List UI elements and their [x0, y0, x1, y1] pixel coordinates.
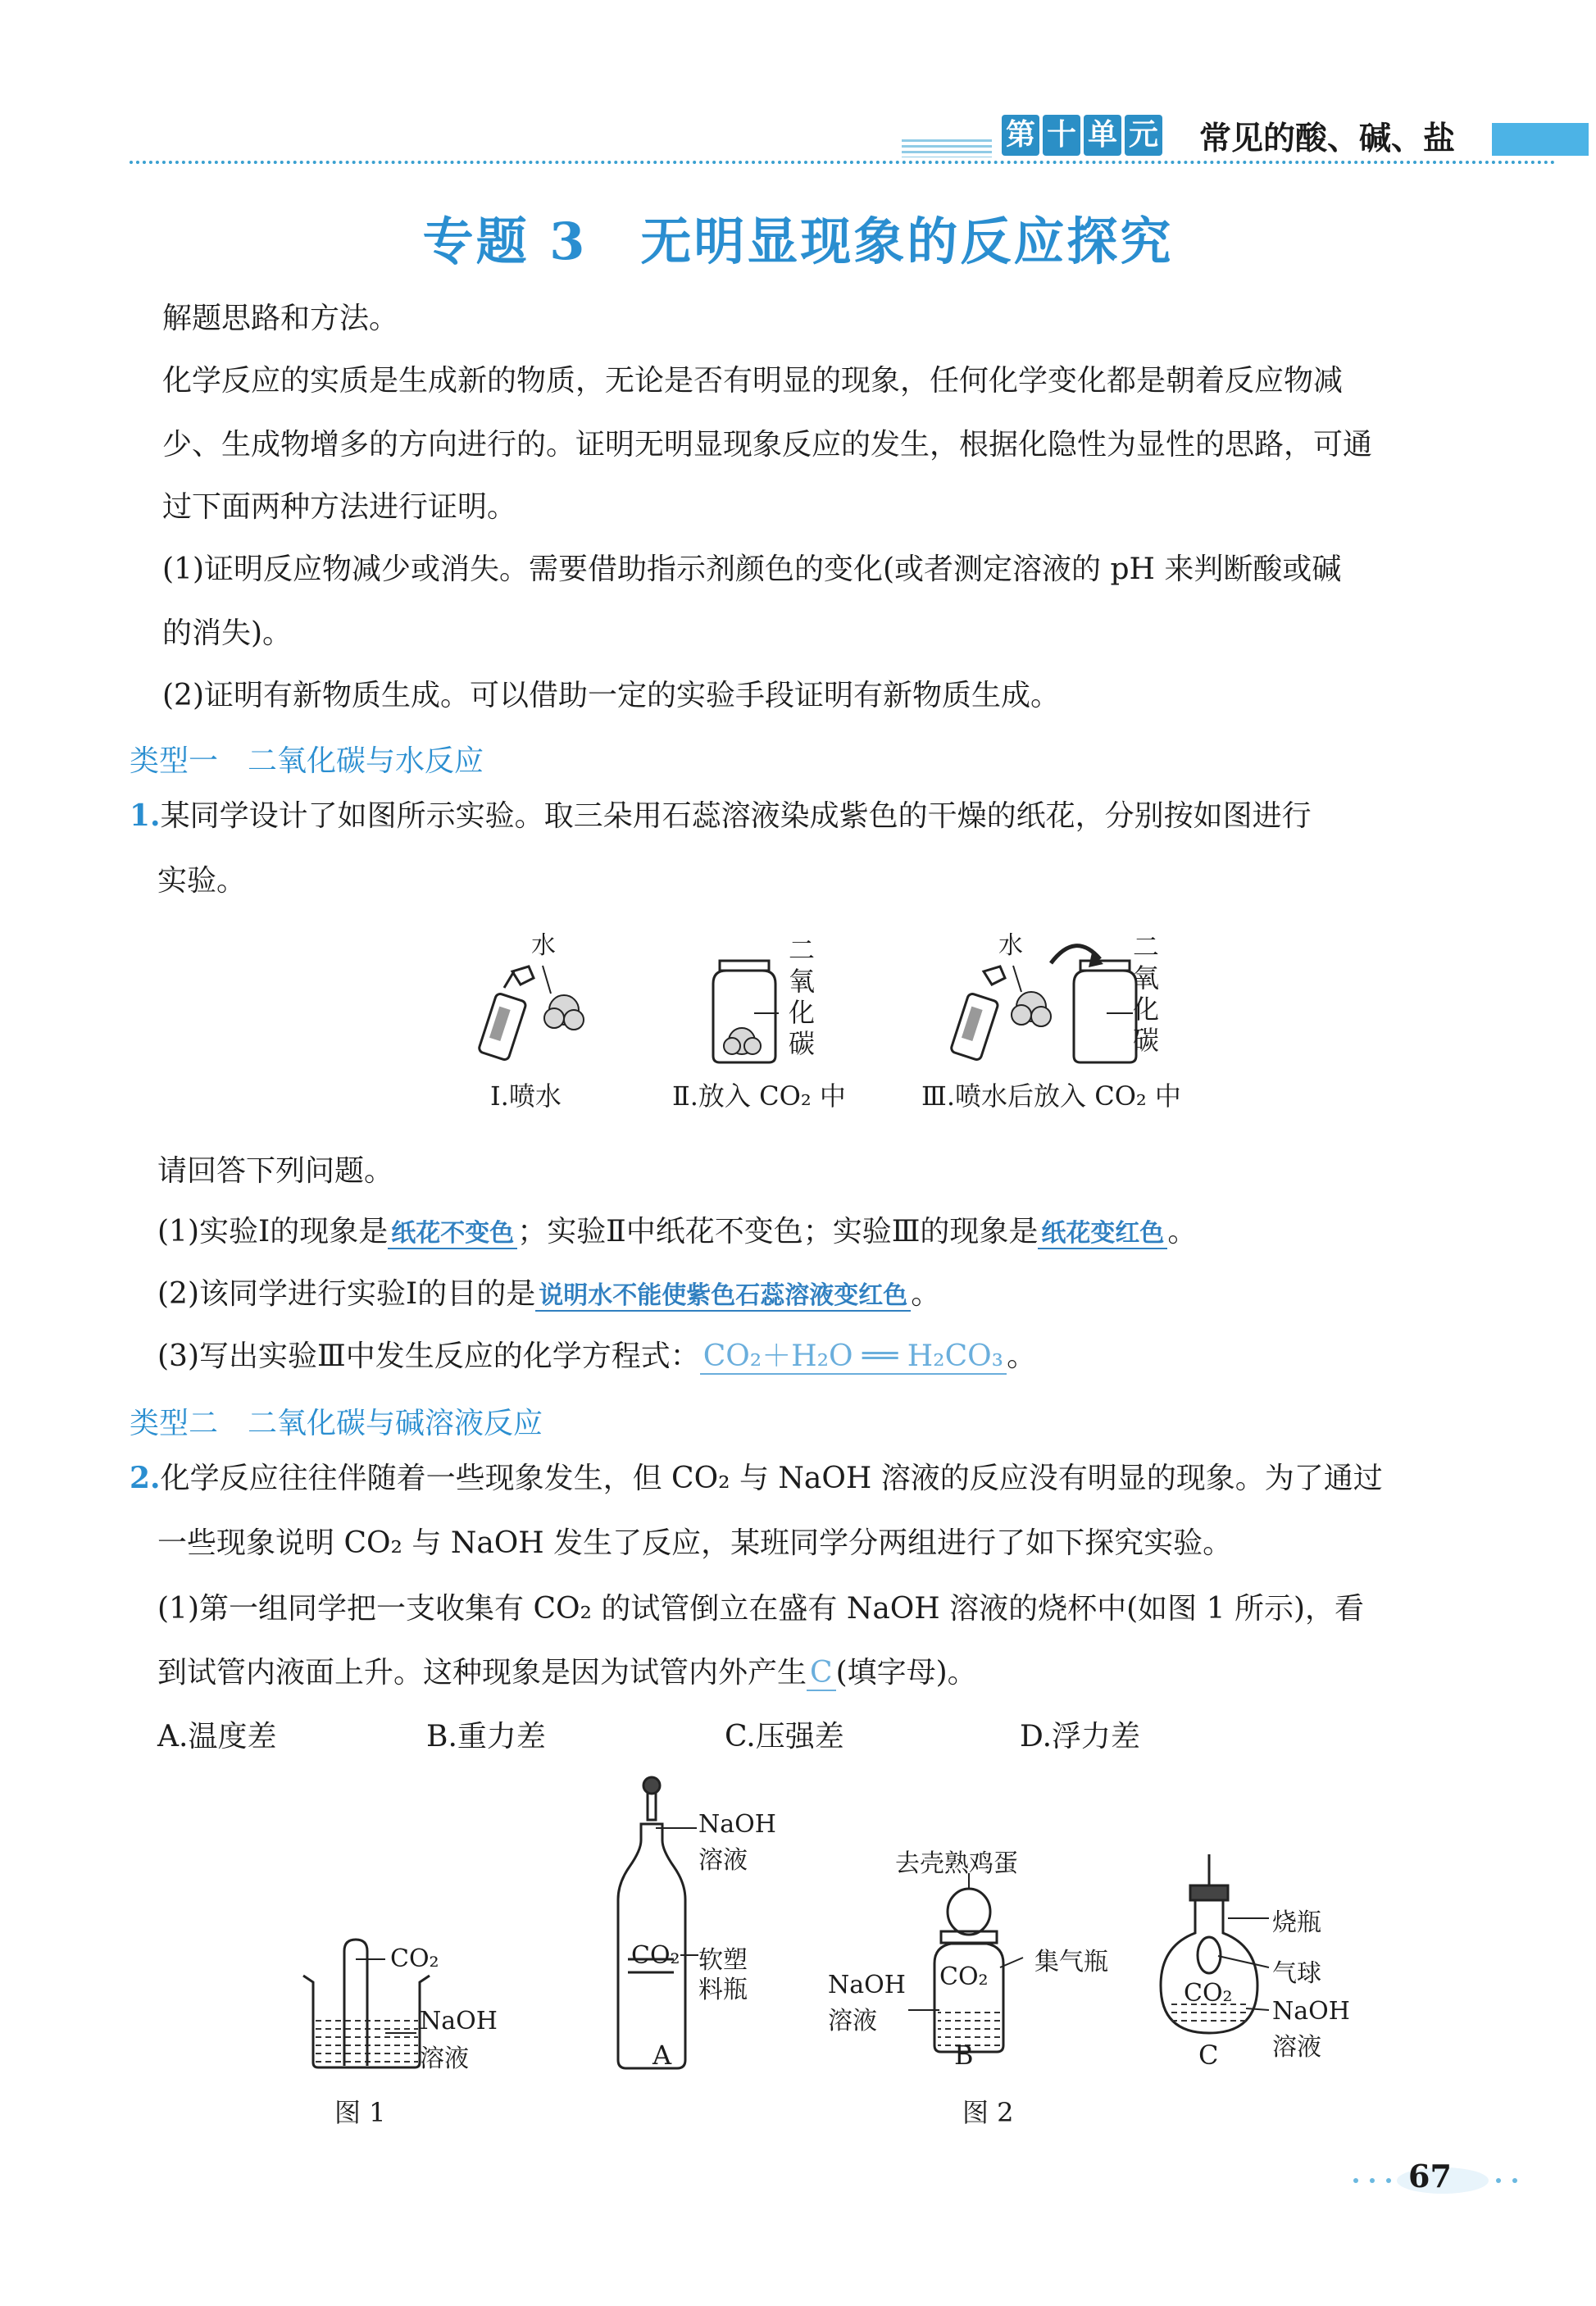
sub-question-text: (填字母)。 [835, 1656, 977, 1690]
sub-question-text: (2)该同学进行实验Ⅰ的目的是 [157, 1277, 536, 1311]
method-1-line: (1)证明反应物减少或消失。需要借助指示剂颜色的变化(或者测定溶液的 pH 来判断酸或碱 [162, 553, 1342, 586]
caption-experiment-1: Ⅰ.喷水 [490, 1080, 562, 1112]
option-d: D.浮力差 [1020, 1720, 1141, 1753]
co2-label: 二氧化碳 [788, 935, 815, 1059]
c-balloon-label: 气球 [1272, 1959, 1321, 1988]
sub-question-text: ；实验Ⅱ中纸花不变色；实验Ⅲ的现象是 [517, 1215, 1039, 1249]
water-label: 水 [998, 931, 1023, 960]
plastic-bottle [618, 1777, 685, 2068]
figure-2-caption: 图 2 [962, 2097, 1014, 2128]
answer-blank: 纸花变红色 [1038, 1219, 1167, 1249]
question-number: 1. [130, 798, 161, 833]
fig1-naoh-label: NaOH [420, 2007, 498, 2035]
question-2-line: 一些现象说明 CO₂ 与 NaOH 发生了反应，某班同学分两组进行了如下探究实验。 [157, 1526, 1233, 1560]
caption-experiment-3: Ⅲ.喷水后放入 CO₂ 中 [921, 1080, 1181, 1112]
unit-badge-char: 第 [1002, 115, 1039, 156]
a-solution-label: 溶液 [698, 1846, 748, 1875]
caption-experiment-2: Ⅱ.放入 CO₂ 中 [672, 1080, 846, 1112]
page-number: 67 [1408, 2158, 1452, 2195]
c-naoh-label: NaOH [1272, 1997, 1350, 2026]
co2-label: 二氧化碳 [1132, 931, 1159, 1056]
option-b: B.重力差 [426, 1720, 546, 1753]
answer-blank: CO₂＋H₂O ══ H₂CO₃ [700, 1339, 1007, 1375]
c-co2-label: CO₂ [1184, 1979, 1233, 2008]
type2-label: 类型二 二氧化碳与碱溶液反应 [130, 1407, 543, 1440]
sub-question-text: (3)写出实验Ⅲ中发生反应的化学方程式： [157, 1339, 700, 1373]
sub-question-text: (1)实验Ⅰ的现象是 [157, 1215, 389, 1249]
answer-blank: 说明水不能使紫色石蕊溶液变红色 [535, 1281, 911, 1312]
unit-title: 常见的酸、碱、盐 [1199, 121, 1456, 157]
apparatus-b-letter: B [954, 2040, 974, 2071]
a-bottle-label: 软塑 [698, 1946, 748, 1975]
fig1-solution-label: 溶液 [420, 2044, 469, 2073]
b-solution-label: 溶液 [828, 2007, 877, 2035]
question-text: 化学反应往往伴随着一些现象发生，但 CO₂ 与 NaOH 溶液的反应没有明显的现象。为了通过 [160, 1462, 1383, 1495]
apparatus-c-letter: C [1198, 2040, 1219, 2071]
question-text: 某同学设计了如图所示实验。取三朵用石蕊溶液染成紫色的干燥的纸花，分别按如图进行 [160, 799, 1312, 833]
sub-question-text: 到试管内液面上升。这种现象是因为试管内外产生 [157, 1656, 807, 1690]
c-solution-label: 溶液 [1272, 2033, 1321, 2062]
option-a: A.温度差 [157, 1720, 277, 1753]
fig1-co2-label: CO₂ [390, 1944, 439, 1973]
sub-question-text: 。 [1007, 1339, 1037, 1373]
question-number: 2. [130, 1461, 161, 1495]
answer-blank: C [807, 1656, 836, 1691]
a-naoh-label: NaOH [698, 1810, 776, 1839]
unit-badge-char: 单 [1084, 115, 1121, 156]
c-flask-label: 烧瓶 [1272, 1908, 1321, 1937]
intro-heading: 解题思路和方法。 [162, 302, 399, 335]
unit-badge-char: 元 [1125, 115, 1162, 156]
intro-para-line: 化学反应的实质是生成新的物质，无论是否有明显的现象，任何化学变化都是朝着反应物减 [162, 364, 1344, 398]
intro-para-line: 过下面两种方法进行证明。 [162, 490, 517, 524]
figure-1-caption: 图 1 [334, 2097, 386, 2128]
a-co2-label: CO₂ [631, 1941, 680, 1970]
question-1-line: 实验。 [157, 864, 247, 898]
sub-question-text: 。 [1167, 1215, 1198, 1249]
sub-question-line: (1)第一组同学把一支收集有 CO₂ 的试管倒立在盛有 NaOH 溶液的烧杯中(如图 1 所示)，看 [157, 1592, 1365, 1626]
option-c: C.压强差 [725, 1720, 844, 1753]
intro-para-line: 少、生成物增多的方向进行的。证明无明显现象反应的发生，根据化隐性为显性的思路，可通 [162, 428, 1373, 462]
type1-label: 类型一 二氧化碳与水反应 [130, 744, 484, 778]
unit-badge-char: 十 [1043, 115, 1080, 156]
method-1-line: 的消失)。 [162, 616, 293, 650]
b-co2-label: CO₂ [939, 1963, 989, 1991]
apparatus-a-letter: A [652, 2040, 672, 2071]
answer-blank: 纸花不变色 [388, 1219, 517, 1249]
question-prompt: 请回答下列问题。 [157, 1154, 394, 1188]
b-naoh-label: NaOH [828, 1971, 906, 1999]
method-2-line: (2)证明有新物质生成。可以借助一定的实验手段证明有新物质生成。 [162, 679, 1060, 712]
b-jar-label: 集气瓶 [1034, 1948, 1108, 1976]
a-bottle-label: 料瓶 [698, 1976, 748, 2004]
water-label: 水 [531, 931, 556, 960]
b-egg-label: 去壳熟鸡蛋 [895, 1849, 1018, 1878]
sub-question-text: 。 [911, 1277, 941, 1311]
page-title: 专题 3 无明显现象的反应探究 [422, 211, 1174, 271]
